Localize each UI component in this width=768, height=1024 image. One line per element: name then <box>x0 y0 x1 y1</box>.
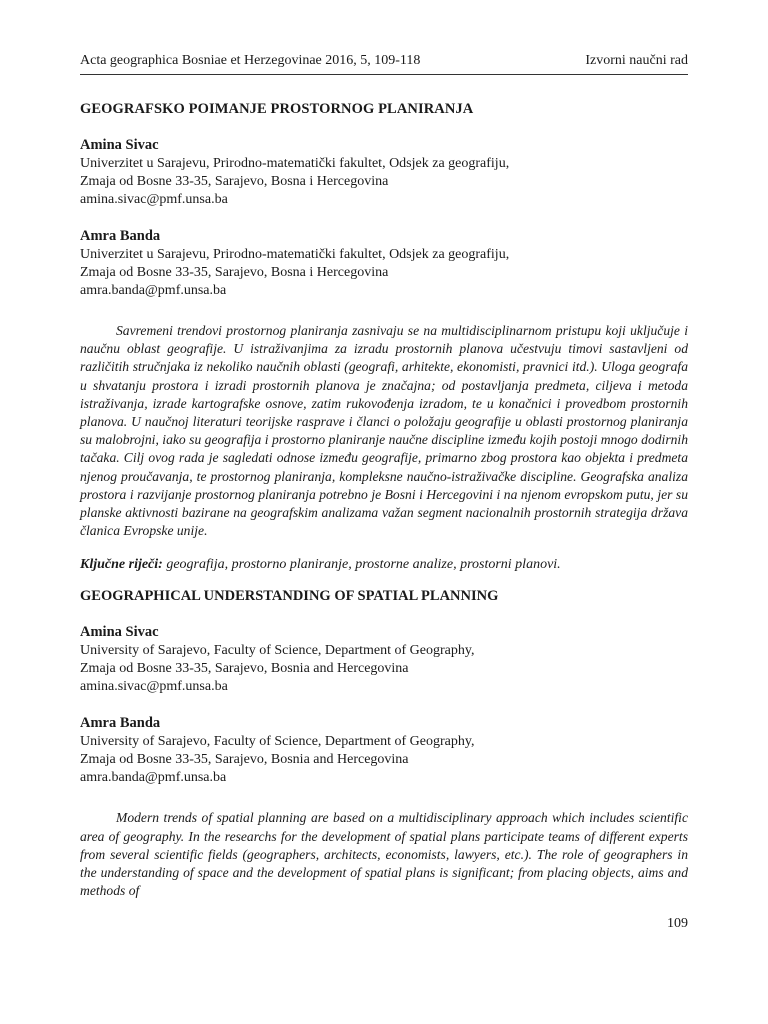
keywords-text: geografija, prostorno planiranje, prostorne analize, prostorni planovi. <box>162 557 561 573</box>
author-name: Amra Banda <box>80 715 161 732</box>
author-affiliation: Univerzitet u Sarajevu, Prirodno-matematički fakultet, Odsjek za geografiju, <box>80 156 510 171</box>
author-email: amra.banda@pmf.unsa.ba <box>80 770 227 786</box>
author-name: Amra Banda <box>80 228 161 244</box>
title-bosnian: GEOGRAFSKO POIMANJE PROSTORNOG PLANIRANJA <box>80 101 474 117</box>
author-block-en-1 <box>80 623 688 696</box>
author-email: amina.sivac@pmf.unsa.ba <box>80 192 228 207</box>
author-affiliation: University of Sarajevo, Faculty of Science, Department of Geography, <box>80 734 475 750</box>
author-email: amra.banda@pmf.unsa.ba <box>80 283 227 298</box>
author-affiliation: University of Sarajevo, Faculty of Science, Department of Geography, <box>80 643 475 659</box>
author-address: Zmaja od Bosne 33-35, Sarajevo, Bosnia and Hercegovina <box>80 661 409 677</box>
author-name: Amina Sivac <box>80 137 159 153</box>
author-email: amina.sivac@pmf.unsa.ba <box>80 679 228 695</box>
running-header <box>80 52 688 75</box>
author-name: Amina Sivac <box>80 624 159 641</box>
keywords <box>80 556 688 574</box>
keywords-label: Ključne riječi: <box>80 557 163 573</box>
author-address: Zmaja od Bosne 33-35, Sarajevo, Bosna i Hercegovina <box>80 265 389 280</box>
title-english: GEOGRAPHICAL UNDERSTANDING OF SPATIAL PLANNING <box>80 588 499 605</box>
abstract-english: Modern trends of spatial planning are based on a multidisciplinary approach which includes scientific area of geography. In the researchs for the development of spatial plans participate teams of different experts from several scientific fields (geographers, architects, economists, lawyers, etc.). The role of geographers in the understanding of space and the development of spatial plans is significant; from placing objects, aims and methods of <box>80 810 688 899</box>
page-number: 109 <box>667 916 688 931</box>
author-block-bs-1 <box>80 136 688 209</box>
paper-page <box>80 52 688 900</box>
abstract-bosnian: Savremeni trendovi prostornog planiranja zasnivaju se na multidisciplinarnom pristupu koji uključuje i naučnu oblast geografije. U istraživanjima za izradu prostornih planova učestvuju timovi sastavljeni od različitih stručnjaka iz nekoliko naučnih oblasti (geografi, arhitekte, ekonomisti, pravnici itd.). Uloga geografa u shvatanju prostora i izradi prostornih planova je značajna; od postavljanja predmeta, ciljeva i metoda istraživanja, izrade kartografske osnove, zatim rukovođenja izradom, te u konačnici i provedbom prostornih planova. U naučnoj literaturi teorijske rasprave i članci o položaju geografije u oblasti prostornog planiranja su malobrojni, iako su geografija i prostorno planiranje naučne discipline između kojih postoji mnogo dodirnih tačaka. Cilj ovog rada je sagledati odnose između geografije, primarno zbog prostora kao objekta i predmeta njenog proučavanja, te prostornog planiranja, kompleksne naučno-istraživačke discipline. Geografska analiza prostora i razvijanje prostornog planiranja potrebno je Bosni i Hercegovini i na njenom evropskom putu, jer su planske aktivnosti bazirane na geografskim analizama važan segment nacionalnih prostornih strategija država članica Evropske unije. <box>80 323 688 539</box>
author-affiliation: Univerzitet u Sarajevu, Prirodno-matematički fakultet, Odsjek za geografiju, <box>80 247 510 262</box>
author-address: Zmaja od Bosne 33-35, Sarajevo, Bosna i Hercegovina <box>80 174 389 189</box>
article-type: Izvorni naučni rad <box>585 53 688 68</box>
author-block-en-2 <box>80 714 688 787</box>
author-block-bs-2 <box>80 227 688 300</box>
author-address: Zmaja od Bosne 33-35, Sarajevo, Bosnia and Hercegovina <box>80 752 409 768</box>
journal-citation: Acta geographica Bosniae et Herzegovinae 2016, 5, 109-118 <box>80 53 421 68</box>
